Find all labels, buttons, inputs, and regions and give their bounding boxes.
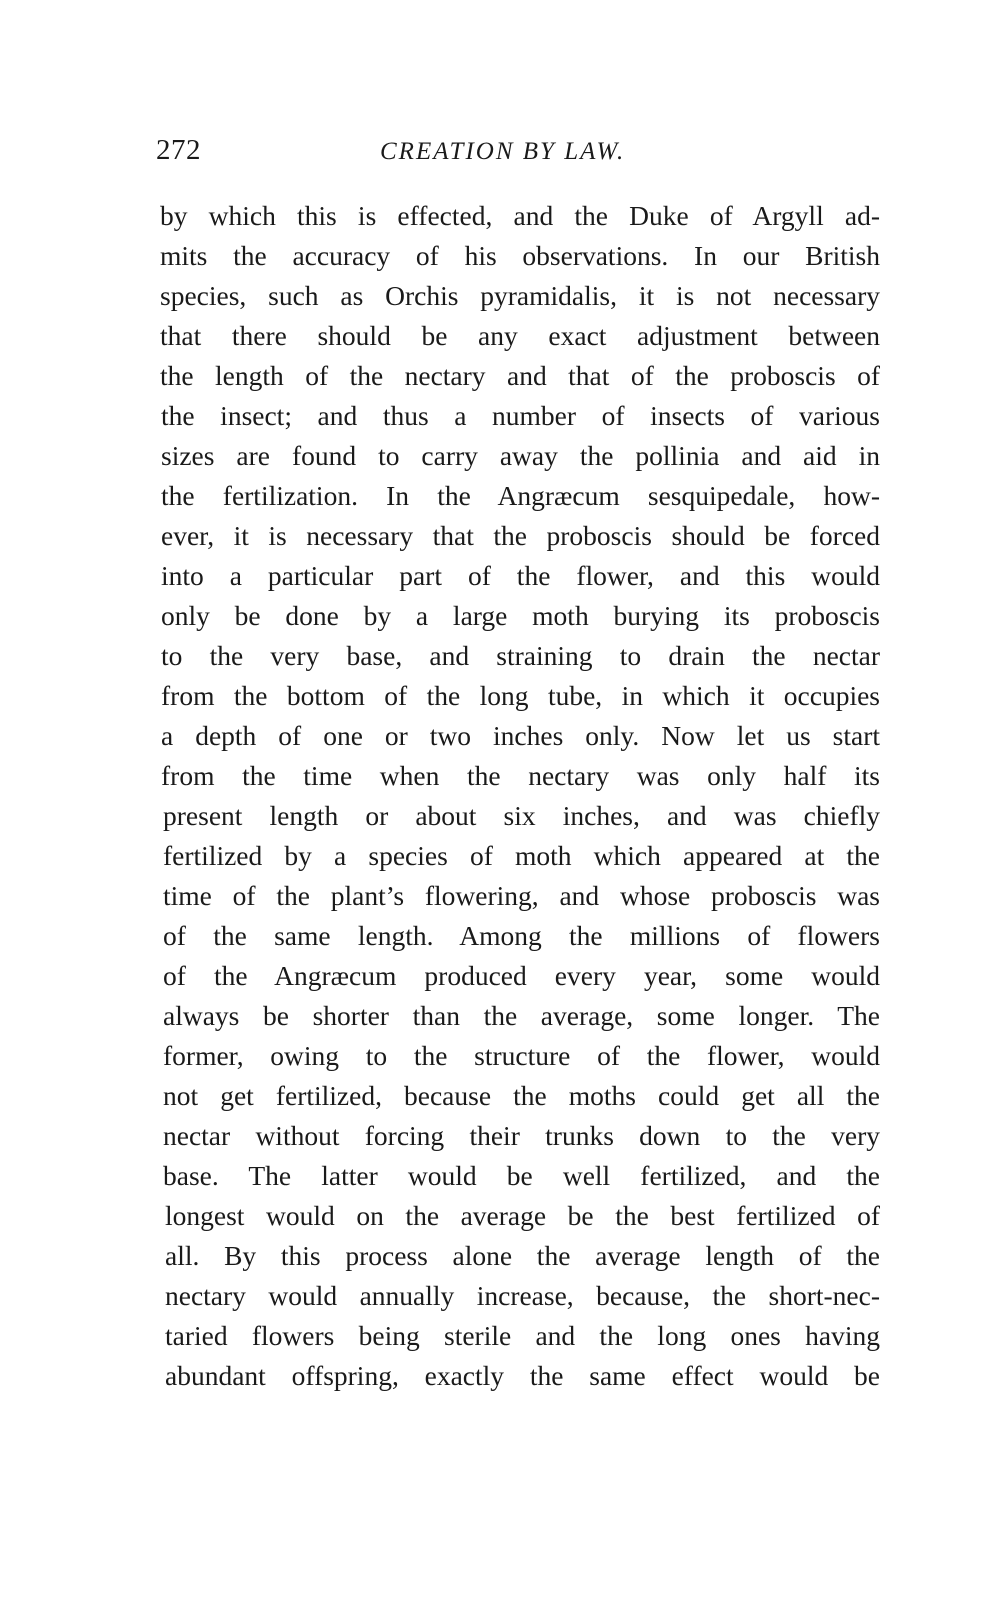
text-line: fertilized by a species of moth which appeared at the <box>163 840 880 871</box>
text-line: species, such as Orchis pyramidalis, it is not necessary <box>160 280 880 311</box>
text-line: all. By this process alone the average length of the <box>165 1240 880 1271</box>
page-number: 272 <box>156 134 201 166</box>
text-line: that there should be any exact adjustment between <box>160 320 880 351</box>
text-line: the fertilization. In the Angræcum sesquipedale, how- <box>161 480 880 511</box>
text-line: time of the plant’s flowering, and whose proboscis was <box>163 880 880 911</box>
text-line: nectary would annually increase, because, the short-nec- <box>165 1280 880 1311</box>
text-line: sizes are found to carry away the pollinia and aid in <box>161 440 880 471</box>
text-line: of the same length. Among the millions of flowers <box>163 920 880 951</box>
text-line: base. The latter would be well fertilized, and the <box>163 1160 880 1191</box>
text-line: only be done by a large moth burying its proboscis <box>161 600 880 631</box>
text-line: mits the accuracy of his observations. In our British <box>160 240 880 271</box>
text-line: the insect; and thus a number of insects of various <box>161 400 880 431</box>
text-line: longest would on the average be the best fertilized of <box>165 1200 880 1231</box>
text-line: a depth of one or two inches only. Now let us start <box>161 720 880 751</box>
text-line: to the very base, and straining to drain the nectar <box>161 640 880 671</box>
text-line: by which this is effected, and the Duke of Argyll ad- <box>160 200 880 231</box>
text-line: taried flowers being sterile and the long ones having <box>165 1320 880 1351</box>
text-line: into a particular part of the flower, and this would <box>161 560 880 591</box>
text-line: present length or about six inches, and was chiefly <box>163 800 880 831</box>
text-line: former, owing to the structure of the flower, would <box>163 1040 880 1071</box>
running-title: CREATION BY LAW. <box>380 138 626 165</box>
text-line: the length of the nectary and that of the proboscis of <box>160 360 880 391</box>
text-line: ever, it is necessary that the proboscis should be forced <box>161 520 880 551</box>
body-text <box>160 196 880 1396</box>
text-line: nectar without forcing their trunks down to the very <box>163 1120 880 1151</box>
text-line: of the Angræcum produced every year, some would <box>163 960 880 991</box>
text-line: not get fertilized, because the moths could get all the <box>163 1080 880 1111</box>
text-line: from the time when the nectary was only half its <box>161 760 880 791</box>
text-line: always be shorter than the average, some longer. The <box>163 1000 880 1031</box>
text-line: from the bottom of the long tube, in which it occupies <box>161 680 880 711</box>
text-line-last: abundant offspring, exactly the same effect would be <box>165 1360 880 1391</box>
